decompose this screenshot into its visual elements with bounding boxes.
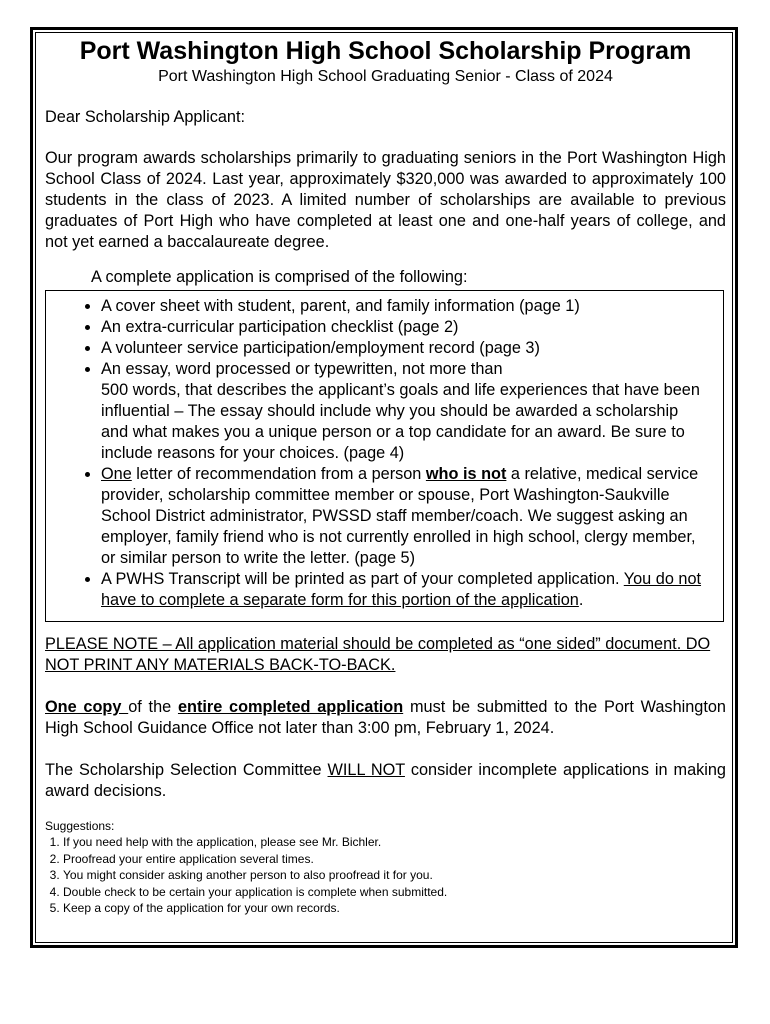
text: consider incomplete applications in making award decisions.	[45, 761, 726, 800]
will-not-text: WILL NOT	[327, 761, 405, 779]
entire-application-text: entire completed application	[177, 698, 404, 716]
item-text: An extra-curricular participation checklist (page 2)	[101, 318, 459, 336]
page-title: Port Washington High School Scholarship Program	[79, 37, 692, 65]
suggestion-item: 1. If you need help with the application, please see Mr. Bichler.	[63, 834, 726, 851]
document-body	[45, 35, 726, 917]
list-intro: A complete application is comprised of the following:	[91, 268, 468, 286]
item-text: A PWHS Transcript will be printed as part of your completed application.	[101, 570, 624, 588]
committee-paragraph	[45, 760, 726, 802]
submission-paragraph	[45, 697, 726, 739]
suggestion-item: 3. You might consider asking another person to also proofread it for you.	[63, 867, 726, 884]
item-text: A volunteer service participation/employment record (page 3)	[101, 339, 540, 357]
suggestions	[45, 818, 726, 917]
requirements-box	[45, 290, 724, 622]
item-text-underlined: You do not have to complete a separate form for this portion of the application	[101, 570, 702, 609]
item-text: letter of recommendation from a person	[131, 465, 426, 483]
item-text: An essay, word processed or typewritten, not more than	[101, 360, 503, 378]
list-item	[101, 569, 709, 611]
text: of the	[128, 698, 178, 716]
one-copy-text: One copy	[45, 698, 129, 716]
intro-paragraph: Our program awards scholarships primarily to graduating seniors in the Port Washington High School Class of 2024. Last year, approximately $320,000 was awarded to approximately 100 students in the class of 2023. A limited number of scholarships are available to previous graduates of Port High who have completed at least one and one-half years of college, and not yet earned a baccalaureate degree.	[45, 149, 726, 251]
item-text: a relative, medical service provider, scholarship committee member or spouse, Port Washington-Saukville School District administrator, PWSSD staff member/coach. We suggest asking an employer, family friend who is not currently enrolled in high school, clergy member, or similar person to write the letter. (page 5)	[101, 465, 699, 567]
page-subtitle: Port Washington High School Graduating Senior - Class of 2024	[158, 68, 613, 85]
text: must be submitted to the Port Washington High School Guidance Office not later than 3:00 pm, February 1, 2024.	[45, 698, 726, 737]
item-text-underlined: One	[101, 465, 132, 483]
item-text: A cover sheet with student, parent, and family information (page 1)	[101, 297, 580, 315]
suggestion-item: 5. Keep a copy of the application for your own records.	[63, 900, 726, 917]
please-note: PLEASE NOTE – All application material should be completed as “one sided” document. DO NOT PRINT ANY MATERIALS BACK-TO-BACK.	[45, 635, 711, 674]
item-text: 500 words, that describes the applicant’s goals and life experiences that have been influential – The essay should include why you should be awarded a scholarship and what makes you a unique person or a top candidate for an award. Be sure to include reasons for your choices. (page 4)	[101, 381, 700, 462]
suggestions-heading: Suggestions:	[45, 819, 115, 833]
suggestion-item: 4. Double check to be certain your application is complete when submitted.	[63, 884, 726, 901]
list-item	[101, 464, 709, 569]
greeting: Dear Scholarship Applicant:	[45, 108, 246, 126]
requirements-list	[54, 296, 709, 611]
item-text: .	[578, 591, 584, 609]
suggestions-list	[45, 834, 726, 917]
suggestion-item: 2. Proofread your entire application several times.	[63, 851, 726, 868]
list-item	[101, 359, 709, 464]
text: The Scholarship Selection Committee	[45, 761, 328, 779]
list-item	[101, 317, 709, 338]
list-item	[101, 338, 709, 359]
list-item	[101, 296, 709, 317]
item-text-emphasis: who is not	[425, 465, 507, 483]
